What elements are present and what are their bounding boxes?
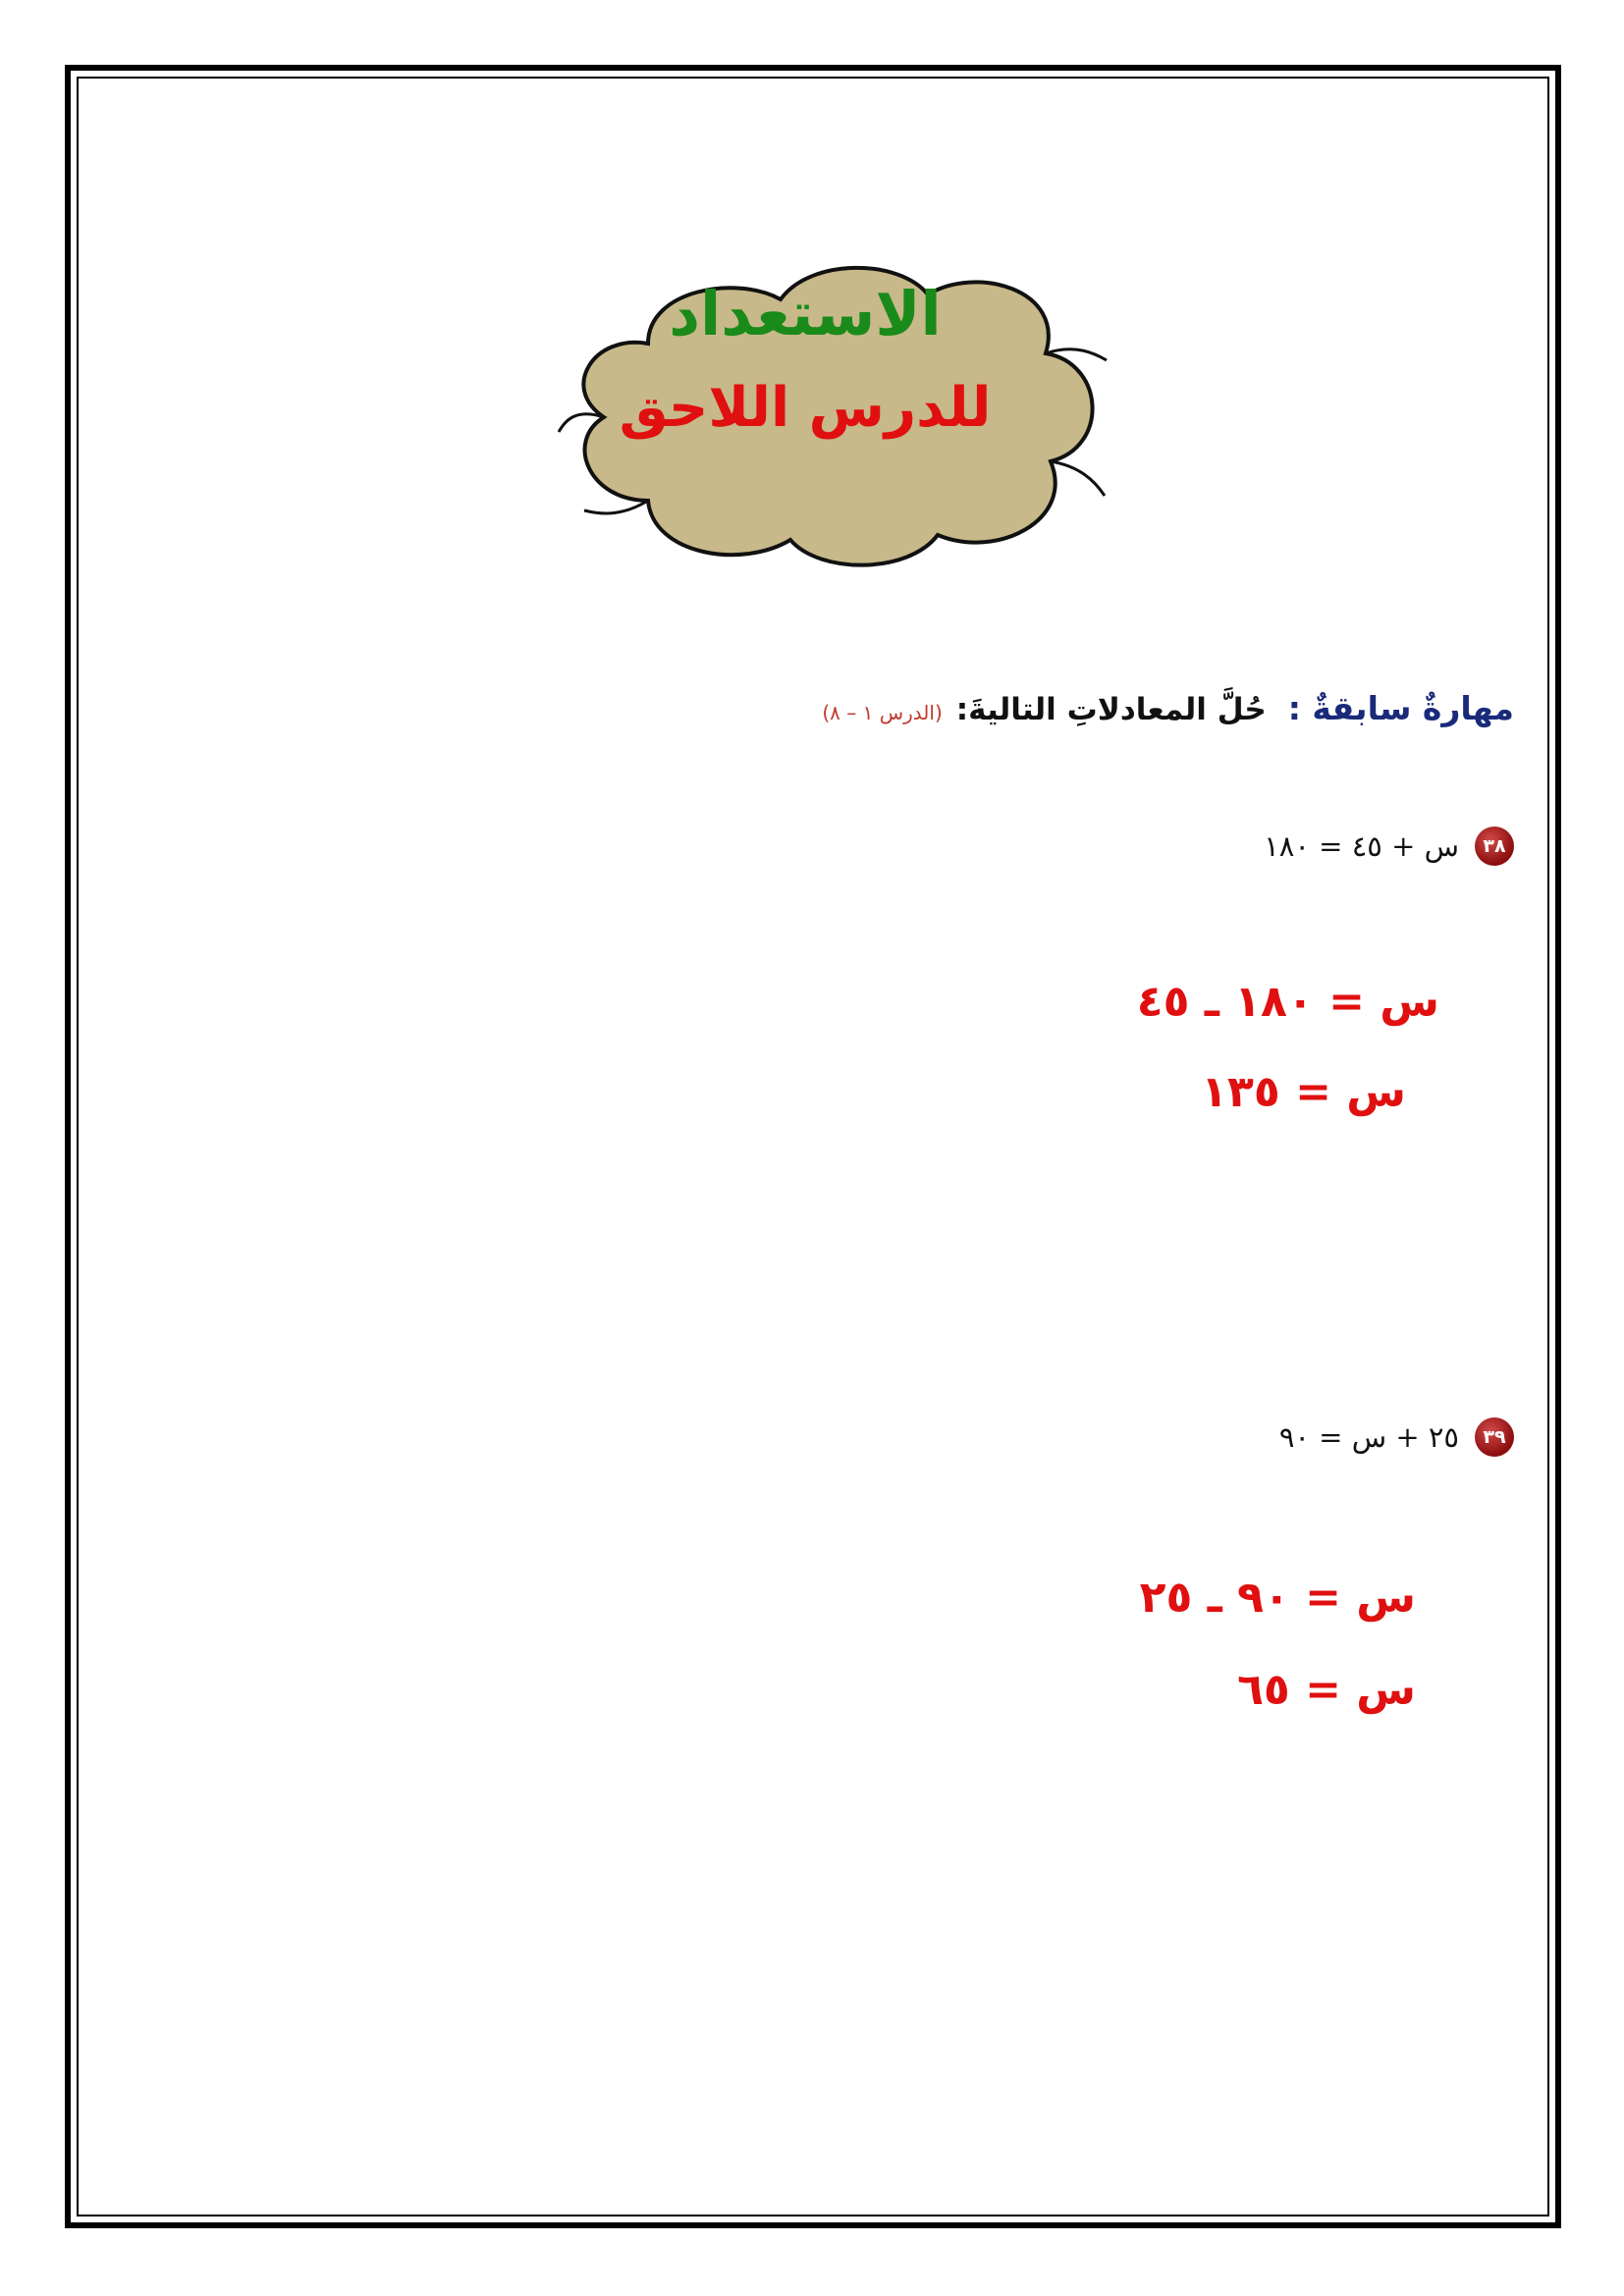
answer-38-step1: س = ١٨٠ ـ ٤٥ (1136, 977, 1439, 1027)
lesson-reference: (الدرس ١ – ٨) (822, 701, 943, 724)
cloud-title-line2: للدرس اللاحق (619, 376, 992, 440)
answer-39-step2: س = ٦٥ (1237, 1665, 1416, 1715)
answer-38-step2: س = ١٣٥ (1201, 1067, 1406, 1117)
skill-label: مهارةٌ سابقةٌ : (1287, 689, 1514, 727)
cloud-title (589, 267, 1021, 503)
instruction-text: حُلَّ المعادلاتِ التاليةَ: (955, 692, 1267, 727)
problem-number-badge: ٣٨ (1475, 827, 1514, 866)
answer-39-step1: س = ٩٠ ـ ٢٥ (1139, 1573, 1416, 1623)
problem-equation: س + ٤٥ = ١٨٠ (1264, 829, 1459, 863)
problem-equation: ٢٥ + س = ٩٠ (1278, 1420, 1459, 1454)
problem-number-badge: ٣٩ (1475, 1417, 1514, 1457)
section-heading (822, 689, 1514, 727)
problem-39 (1279, 1417, 1514, 1457)
cloud-title-line1: الاستعداد (669, 278, 942, 349)
problem-38 (1264, 827, 1514, 866)
